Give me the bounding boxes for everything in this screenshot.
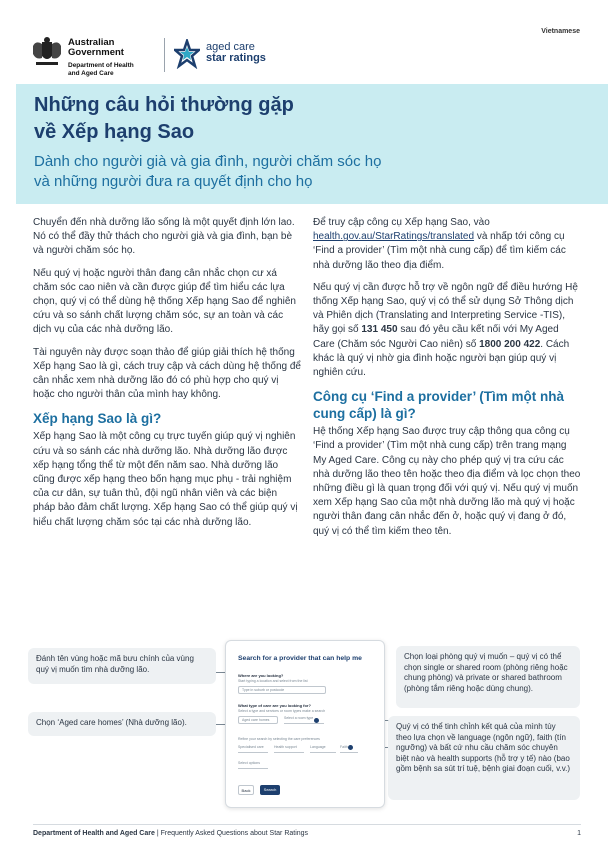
back-button[interactable]: Back [238,785,254,795]
australian-government-logo [30,36,158,76]
find-provider-paragraph: Hệ thống Xếp hạng Sao được truy cập thông qua công cụ ‘Find a provider’ (Tìm một nhà cung cấp) trên trang mạng My Aged Care. Công cụ này cho phép quý vị tra cứu các nhà dưỡng lão theo tên hoặc theo địa điểm và lọc chọn theo những điều gì là quan trọng đối với quý vị. Nếu quý vị muốn xem Xếp hạng Sao của một nhà dưỡng lão mà quý vị hoặc người thân đang cân nhắc đến ở, hoặc quý vị đang ở đó, quý vị có thể tìm kiếm theo tên. [313,426,581,537]
refine-marker-icon [348,745,353,750]
access-text-a: Để truy cập công cụ Xếp hạng Sao, vào [313,217,490,228]
care-type-hint: Select a type and services or room types make a search [238,709,326,713]
department-line1: Department of Health [68,62,134,69]
star-ratings-logo [174,39,284,73]
callout-refine [388,716,580,800]
intro-paragraph-1: Chuyển đến nhà dưỡng lão sống là một quyết định lớn lao. Nó có thể đầy thử thách cho người già và gia đình, bạn bè và người chăm sóc họ. [33,217,295,257]
what-is-paragraph: Xếp hạng Sao là một công cụ trực tuyến giúp quý vị nghiên cứu và so sánh các nhà dưỡng lão. Nhà dưỡng lão được xếp hạng tổng thể từ một đến năm sao. Nhà dưỡng lão cũng được xếp hạng theo bốn hạng mục phụ - trải nghiệm của cư dân, sự tuân thủ, đội ngũ nhân viên và các biện pháp bảo đảm chất lượng. Xếp hạng Sao có thể giúp quý vị hiểu chất lượng chăm sóc tại các nhà dưỡng lão. [33,431,298,528]
language-tag: Vietnamese [541,28,580,35]
care-type-select[interactable]: Aged care homes [238,716,278,724]
logo-line1: aged care [206,41,255,53]
options-select[interactable]: Select options [238,761,268,769]
callout-refine-text: Quý vị có thể tinh chỉnh kết quả của mình tùy theo lựa chọn về language (ngôn ngữ), faith (tín ngưỡng) và bất cứ nhu cầu chăm sóc chuyên biệt nào và health supports (hỗ trợ y tế) nào (bao gồm bệnh sa sút trí tuệ, bệnh giai đoạn cuối, v.v.) [396,722,571,773]
logo-line2: star ratings [206,52,266,64]
footer-document: | Frequently Asked Questions about Star Ratings [154,830,309,837]
title-line1: Những câu hỏi thường gặp [34,94,294,116]
department-line2: and Aged Care [68,69,114,77]
room-type-select[interactable]: Select a room type [284,716,324,724]
search-button[interactable]: Search [260,785,280,795]
page-number: 1 [577,830,581,837]
page-footer [33,824,581,838]
callout-location [28,648,216,684]
health-support-select[interactable]: Health support [274,745,304,753]
care-type-label: What type of care are you looking for? [238,703,311,708]
header-divider [164,38,165,72]
right-column [313,216,581,547]
language-select[interactable]: Language [310,745,336,753]
coat-of-arms-icon [30,36,64,72]
subtitle-line2: và những người đưa ra quyết định cho họ [34,173,313,190]
page-subtitle [34,152,574,192]
help-text-c: . Cách khác là quý vị nhờ gia đình hoặc người bạn giúp quý vị nghiên cứu. [313,338,570,379]
subtitle-line1: Dành cho người già và gia đình, người chăm sóc họ [34,153,382,170]
page-title [34,92,574,146]
callout-care-type-text: Chọn ‘Aged care homes’ (Nhà dưỡng lão). [36,718,187,727]
left-column [33,216,301,538]
location-input[interactable]: Type in suburb or postcode [238,686,326,694]
help-text-a: Nếu quý vị cần được hỗ trợ về ngôn ngữ để điều hướng Hệ thống Xếp hạng Sao, quý vị có thể sử dụng Sở Thông dịch và Phiên dịch (Translating and Interpreting Service -TIS), hãy gọi số [313,281,578,336]
access-text-b: và nhấp tới công cụ ‘Find a provider’ (Tìm một nhà cung cấp) để tìm kiếm các nhà dưỡng lão theo địa điểm. [313,231,566,271]
section-heading-find-provider: Công cụ ‘Find a provider’ (Tìm một nhà cung cấp) là gì? [313,389,565,422]
banner-stripe [0,84,16,204]
tis-number: 131 450 [361,324,398,336]
callout-location-text: Đánh tên vùng hoặc mã bưu chính của vùng quý vị muốn tìm nhà dưỡng lão. [36,654,194,674]
callout-room-type-text: Chọn loại phòng quý vị muốn – quý vị có thể chọn single or shared room (phòng riêng hoặc chung phòng) và private or shared bathroom (phòng tắm riêng hoặc dùng chung). [404,652,568,693]
page-header [0,0,608,84]
search-form-screenshot [225,640,385,808]
location-hint: Start typing a location and select from the list [238,679,308,683]
footer-department: Department of Health and Aged Care [33,830,155,837]
care-type-marker-icon [314,718,319,723]
star-ratings-link[interactable]: health.gov.au/StarRatings/translated [313,231,475,243]
intro-paragraph-2: Nếu quý vị hoặc người thân đang cân nhắc chọn cư xá chăm sóc cao niên và cần được giúp để tìm hiểu các lựa chọn, quý vị có thể dùng hệ thống Xếp hạng Sao để nghiên cứu và so sánh chất lượng chăm sóc, sự an toàn và các dịch vụ của các nhà dưỡng lão. [33,267,296,336]
title-line2: về Xếp hạng Sao [34,121,195,143]
refine-hint: Refine your search by selecting the care preferences [238,737,320,741]
my-aged-care-number: 1800 200 422 [479,338,541,350]
star-icon [174,39,200,69]
help-text-b: sau đó yêu cầu kết nối với My Aged Care (Chăm sóc Người Cao niên) số [313,324,559,350]
location-label: Where are you looking? [238,673,284,678]
access-paragraph [313,216,581,273]
faith-select[interactable]: Faith [340,745,358,753]
search-form-title: Search for a provider that can help me [238,655,362,662]
intro-paragraph-3: Tài nguyên này được soạn thảo để giúp giải thích hệ thống Xếp hạng Sao là gì, cách truy cập và cách dùng hệ thống để cân nhắc xem nhà dưỡng lão đó có phù hợp cho quý vị hoặc cho người thân của mình hay không. [33,346,301,401]
language-help-paragraph [313,281,581,380]
callout-care-type [28,712,216,736]
government-name: Australian Government [68,37,124,58]
callout-room-type [396,646,580,708]
section-heading-what-is: Xếp hạng Sao là gì? [33,411,162,427]
specialised-care-select[interactable]: Specialised care [238,745,268,753]
